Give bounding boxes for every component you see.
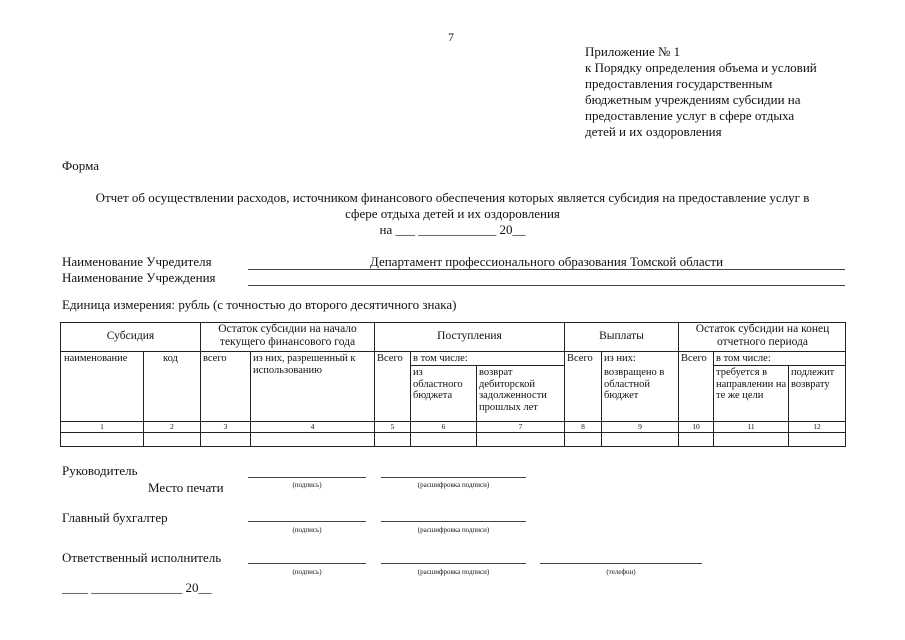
- executor-signature-caption: (подпись): [292, 568, 322, 576]
- col-number: 8: [581, 422, 585, 431]
- th-payments-total: Всего: [567, 353, 593, 364]
- col-number: 11: [747, 422, 755, 431]
- col-number: 10: [692, 422, 700, 431]
- col-number: 1: [100, 422, 104, 431]
- founder-label: Наименование Учредителя: [62, 254, 212, 269]
- th-end-balance: Остаток субсидии на конец отчетного периода: [695, 323, 830, 348]
- col-number: 7: [518, 422, 523, 431]
- accountant-signature-caption: (подпись): [292, 526, 322, 534]
- accountant-signature-line: [248, 521, 366, 522]
- executor-decoding-line: [381, 563, 526, 564]
- col-number: 12: [813, 422, 821, 431]
- executor-phone-line: [540, 563, 702, 564]
- col-number: 2: [170, 422, 174, 431]
- unit-text: Единица измерения: рубль (с точностью до второго десятичного знака): [62, 297, 457, 312]
- executor-phone-caption: (телефон): [606, 568, 636, 576]
- th-subsidy: Субсидия: [106, 330, 155, 342]
- accountant-label: Главный бухгалтер: [62, 510, 168, 525]
- th-of-them: из них:: [604, 353, 636, 364]
- th-permitted: из них, разрешенный к использованию: [253, 353, 356, 376]
- accountant-decoding-caption: (расшифровка подписи): [417, 526, 490, 534]
- th-name: наименование: [64, 353, 128, 364]
- head-decoding-caption: (расшифровка подписи): [417, 481, 490, 489]
- stamp-label: Место печати: [148, 480, 224, 495]
- accountant-decoding-line: [381, 521, 526, 522]
- head-decoding-line: [381, 477, 526, 478]
- th-regional: из областного бюджета: [413, 367, 463, 401]
- th-total: всего: [203, 353, 227, 364]
- th-end-total: Всего: [681, 353, 707, 364]
- institution-label: Наименование Учреждения: [62, 270, 216, 285]
- appendix-line: Приложение № 1: [585, 44, 681, 59]
- head-signature-caption: (подпись): [292, 481, 322, 489]
- founder-value: Департамент профессионального образования Томской области: [369, 254, 724, 269]
- th-end-incl: в том числе:: [716, 353, 771, 364]
- th-code: код: [163, 353, 178, 364]
- th-returned: возвращено в областной бюджет: [604, 367, 665, 401]
- th-payments: Выплаты: [599, 330, 644, 342]
- th-receipts: Поступления: [437, 330, 502, 342]
- th-to-return: подлежит возврату: [791, 367, 835, 390]
- col-number: 5: [390, 422, 395, 431]
- head-label: Руководитель: [62, 463, 138, 478]
- appendix-line: бюджетным учреждениям субсидии на: [585, 92, 801, 107]
- appendix-line: к Порядку определения объема и условий: [585, 60, 817, 75]
- head-signature-line: [248, 477, 366, 478]
- th-receipts-incl: в том числе:: [413, 353, 468, 364]
- executor-signature-line: [248, 563, 366, 564]
- form-label: Форма: [62, 158, 99, 173]
- title-line-1: Отчет об осуществлении расходов, источником финансового обеспечения которых является субсидия на предоставление услуг в: [95, 190, 810, 205]
- col-number: 4: [310, 422, 315, 431]
- th-same-goals: требуется в направлении на те же цели: [716, 367, 787, 401]
- bottom-date: ____ ______________ 20__: [62, 580, 212, 595]
- th-start-balance: Остаток субсидии на начало текущего финансового года: [218, 323, 357, 348]
- title-line-2: сфере отдыха детей и их оздоровления: [345, 206, 560, 221]
- col-number: 6: [441, 422, 446, 431]
- th-receivables: возврат дебиторской задолженности прошлых лет: [479, 367, 547, 413]
- executor-label: Ответственный исполнитель: [62, 550, 222, 565]
- col-number: 9: [638, 422, 642, 431]
- appendix-line: предоставления государственным: [585, 76, 773, 91]
- th-receipts-total: Всего: [377, 353, 403, 364]
- executor-decoding-caption: (расшифровка подписи): [417, 568, 490, 576]
- page-number: 7: [448, 30, 454, 44]
- col-number: 3: [223, 422, 228, 431]
- title-date: на ___ ____________ 20__: [379, 222, 526, 237]
- appendix-line: предоставление услуг в сфере отдыха: [585, 108, 795, 123]
- appendix-line: детей и их оздоровления: [585, 124, 722, 139]
